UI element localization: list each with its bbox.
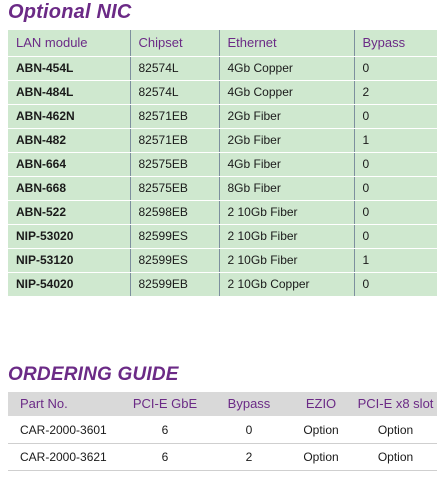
nic-lan-module-cell: ABN-454L	[8, 56, 130, 80]
og-header-part-no: Part No.	[8, 392, 120, 416]
og-ezio-cell: Option	[288, 443, 354, 470]
table-row	[8, 128, 437, 152]
nic-ethernet-cell: 2 10Gb Fiber	[219, 248, 354, 272]
nic-lan-module-cell: NIP-53120	[8, 248, 130, 272]
nic-chipset-cell: 82571EB	[130, 128, 219, 152]
table-row	[8, 80, 437, 104]
og-pcie-x8-slot-cell: Option	[354, 416, 437, 443]
nic-header-lan-module: LAN module	[8, 30, 130, 56]
og-header-pcie-x8-slot: PCI-E x8 slot	[354, 392, 437, 416]
table-row	[8, 176, 437, 200]
nic-ethernet-cell: 4Gb Copper	[219, 80, 354, 104]
og-bypass-cell: 2	[210, 443, 288, 470]
table-row	[8, 104, 437, 128]
og-part-no-cell: CAR-2000-3621	[8, 443, 120, 470]
nic-lan-module-cell: ABN-482	[8, 128, 130, 152]
nic-ethernet-cell: 4Gb Copper	[219, 56, 354, 80]
og-pcie-gbe-cell: 6	[120, 416, 210, 443]
nic-header-row	[8, 30, 437, 56]
nic-lan-module-cell: ABN-484L	[8, 80, 130, 104]
nic-lan-module-cell: ABN-668	[8, 176, 130, 200]
optional-nic-table	[8, 30, 437, 296]
ordering-guide-table	[8, 392, 437, 471]
nic-lan-module-cell: ABN-664	[8, 152, 130, 176]
table-row	[8, 443, 437, 470]
nic-bypass-cell: 1	[354, 248, 437, 272]
nic-ethernet-cell: 2 10Gb Fiber	[219, 200, 354, 224]
table-row	[8, 152, 437, 176]
nic-bypass-cell: 0	[354, 56, 437, 80]
nic-lan-module-cell: ABN-522	[8, 200, 130, 224]
nic-chipset-cell: 82575EB	[130, 152, 219, 176]
table-row	[8, 416, 437, 443]
og-header-row	[8, 392, 437, 416]
nic-ethernet-cell: 2Gb Fiber	[219, 128, 354, 152]
nic-chipset-cell: 82571EB	[130, 104, 219, 128]
nic-chipset-cell: 82574L	[130, 80, 219, 104]
og-pcie-gbe-cell: 6	[120, 443, 210, 470]
og-header-pcie-gbe: PCI-E GbE	[120, 392, 210, 416]
nic-ethernet-cell: 2 10Gb Copper	[219, 272, 354, 296]
table-row	[8, 200, 437, 224]
nic-ethernet-cell: 2Gb Fiber	[219, 104, 354, 128]
nic-bypass-cell: 1	[354, 128, 437, 152]
nic-bypass-cell: 0	[354, 224, 437, 248]
nic-lan-module-cell: NIP-53020	[8, 224, 130, 248]
table-row	[8, 56, 437, 80]
nic-chipset-cell: 82599ES	[130, 224, 219, 248]
og-header-ezio: EZIO	[288, 392, 354, 416]
optional-nic-title: Optional NIC	[8, 1, 132, 23]
nic-ethernet-cell: 2 10Gb Fiber	[219, 224, 354, 248]
ordering-guide-title: ORDERING GUIDE	[8, 364, 179, 385]
og-ezio-cell: Option	[288, 416, 354, 443]
nic-ethernet-cell: 8Gb Fiber	[219, 176, 354, 200]
table-row	[8, 272, 437, 296]
og-part-no-cell: CAR-2000-3601	[8, 416, 120, 443]
nic-ethernet-cell: 4Gb Fiber	[219, 152, 354, 176]
nic-lan-module-cell: ABN-462N	[8, 104, 130, 128]
nic-chipset-cell: 82599ES	[130, 248, 219, 272]
nic-bypass-cell: 0	[362, 277, 370, 292]
nic-bypass-cell: 0	[354, 176, 437, 200]
table-row	[8, 248, 437, 272]
nic-header-chipset: Chipset	[130, 30, 219, 56]
nic-chipset-cell: 82598EB	[130, 200, 219, 224]
nic-bypass-cell: 2	[354, 80, 437, 104]
nic-chipset-cell: 82574L	[130, 56, 219, 80]
nic-bypass-cell: 0	[354, 104, 437, 128]
nic-bypass-cell: 0	[354, 152, 437, 176]
table-row	[8, 224, 437, 248]
og-bypass-cell: 0	[210, 416, 288, 443]
nic-chipset-cell: 82599EB	[130, 272, 219, 296]
og-header-bypass: Bypass	[210, 392, 288, 416]
nic-header-bypass: Bypass	[354, 30, 437, 56]
nic-chipset-cell: 82575EB	[130, 176, 219, 200]
nic-header-ethernet: Ethernet	[219, 30, 354, 56]
og-pcie-x8-slot-cell: Option	[354, 443, 437, 470]
nic-bypass-cell: 0	[354, 200, 437, 224]
nic-lan-module-cell: NIP-54020	[8, 272, 130, 296]
